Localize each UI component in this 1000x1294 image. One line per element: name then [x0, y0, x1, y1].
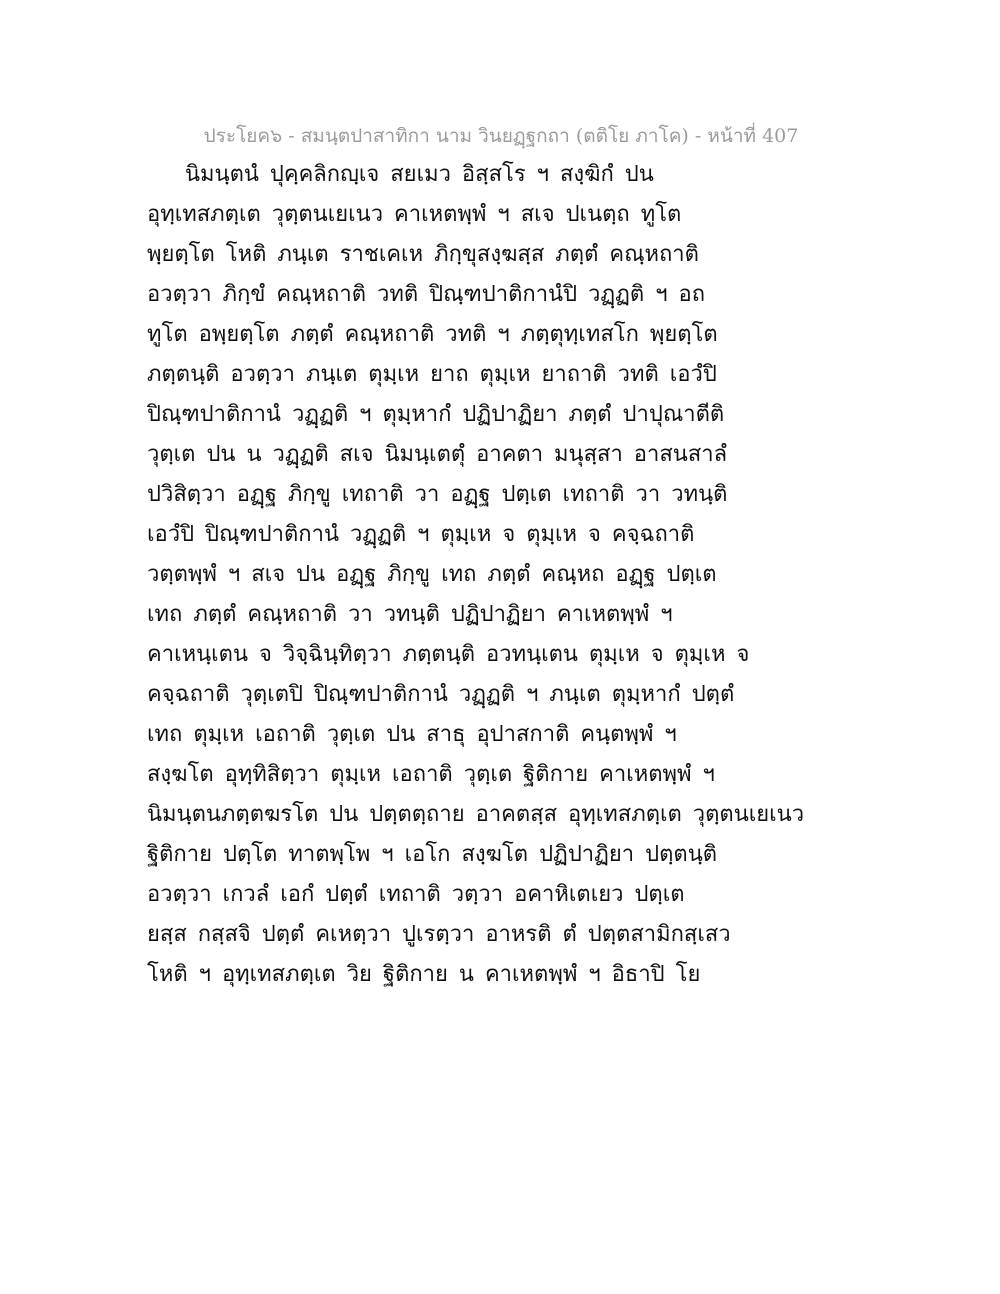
text-line: เอวํปิ ปิณฺฑปาติกานํ วฏฺฏติ ฯ ตุมฺเห จ ตุมฺเห จ คจฺฉถาติ [147, 522, 695, 547]
text-line: อวตฺวา เกวลํ เอกํ ปตฺตํ เทถาติ วตฺวา อคาหิเตเยว ปตฺเต [147, 882, 685, 907]
text-line: ปวิสิตฺวา อฏฺฐ ภิกฺขู เทถาติ วา อฏฺฐ ปตฺเต เทถาติ วา วทนฺติ [147, 482, 728, 507]
text-line: สงฺฆโต อุทฺทิสิตฺวา ตุมฺเห เอถาติ วุตฺเต ฐิติกาย คาเหตพฺพํ ฯ [147, 762, 715, 787]
text-line: อวตฺวา ภิกฺขํ คณฺหถาติ วทติ ปิณฺฑปาติกานํปิ วฏฺฏติ ฯ อถ [147, 282, 706, 307]
text-line: เทถ ตุมฺเห เอถาติ วุตฺเต ปน สาธุ อุปาสกาติ คนฺตพฺพํ ฯ [147, 722, 677, 747]
text-line: คจฺฉถาติ วุตฺเตปิ ปิณฺฑปาติกานํ วฏฺฏติ ฯ ภนฺเต ตุมฺหากํ ปตฺตํ [147, 682, 735, 707]
body-text [147, 157, 867, 997]
text-line: วุตฺเต ปน น วฏฺฏติ สเจ นิมนฺเตตุํ อาคตา มนุสฺสา อาสนสาลํ [147, 442, 728, 467]
text-line: ปิณฺฑปาติกานํ วฏฺฏติ ฯ ตุมฺหากํ ปฏิปาฏิยา ภตฺตํ ปาปุณาตีติ [147, 402, 725, 427]
text-line: อุทฺเทสภตฺเต วุตฺตนเยเนว คาเหตพฺพํ ฯ สเจ ปเนตฺถ ทูโต [147, 202, 682, 227]
text-line: นิมนฺตนํ ปุคฺคลิกญฺเจ สยเมว อิสฺสโร ฯ สงฺฆิกํ ปน [185, 162, 654, 187]
text-line: ภตฺตนฺติ อวตฺวา ภนฺเต ตุมฺเห ยาถ ตุมฺเห ยาถาติ วทติ เอวํปิ [147, 362, 717, 387]
text-line: ยสฺส กสฺสจิ ปตฺตํ คเหตฺวา ปูเรตฺวา อาหรติ ตํ ปตฺตสามิกสฺเสว [147, 922, 731, 947]
running-header: ประโยค๖ - สมนฺตปาสาทิกา นาม วินยฏฺฐกถา (ตติโย ภาโค) - หน้าที่ 407 [203, 125, 799, 147]
text-line: คาเหนฺเตน จ วิจฺฉินฺทิตฺวา ภตฺตนฺติ อวทนฺเตน ตุมฺเห จ ตุมฺเห จ [147, 642, 750, 667]
text-line: พฺยตฺโต โหติ ภนฺเต ราชเคเห ภิกฺขุสงฺฆสฺส ภตฺตํ คณฺหถาติ [147, 242, 699, 267]
text-line: วตฺตพฺพํ ฯ สเจ ปน อฏฺฐ ภิกฺขู เทถ ภตฺตํ คณฺหถ อฏฺฐ ปตฺเต [147, 562, 717, 587]
text-line: นิมนฺตนภตฺตฆรโต ปน ปตฺตตฺถาย อาคตสฺส อุทฺเทสภตฺเต วุตฺตนเยเนว [147, 802, 805, 827]
text-line: ฐิติกาย ปตฺโต ทาตพฺโพ ฯ เอโก สงฺฆโต ปฏิปาฏิยา ปตฺตนฺติ [147, 842, 718, 867]
text-line: โหติ ฯ อุทฺเทสภตฺเต วิย ฐิติกาย น คาเหตพฺพํ ฯ อิธาปิ โย [147, 962, 701, 987]
text-line: เทถ ภตฺตํ คณฺหถาติ วา วทนฺติ ปฏิปาฏิยา คาเหตพฺพํ ฯ [147, 602, 673, 627]
text-line: ทูโต อพฺยตฺโต ภตฺตํ คณฺหถาติ วทติ ฯ ภตฺตุทฺเทสโก พฺยตฺโต [147, 322, 718, 347]
